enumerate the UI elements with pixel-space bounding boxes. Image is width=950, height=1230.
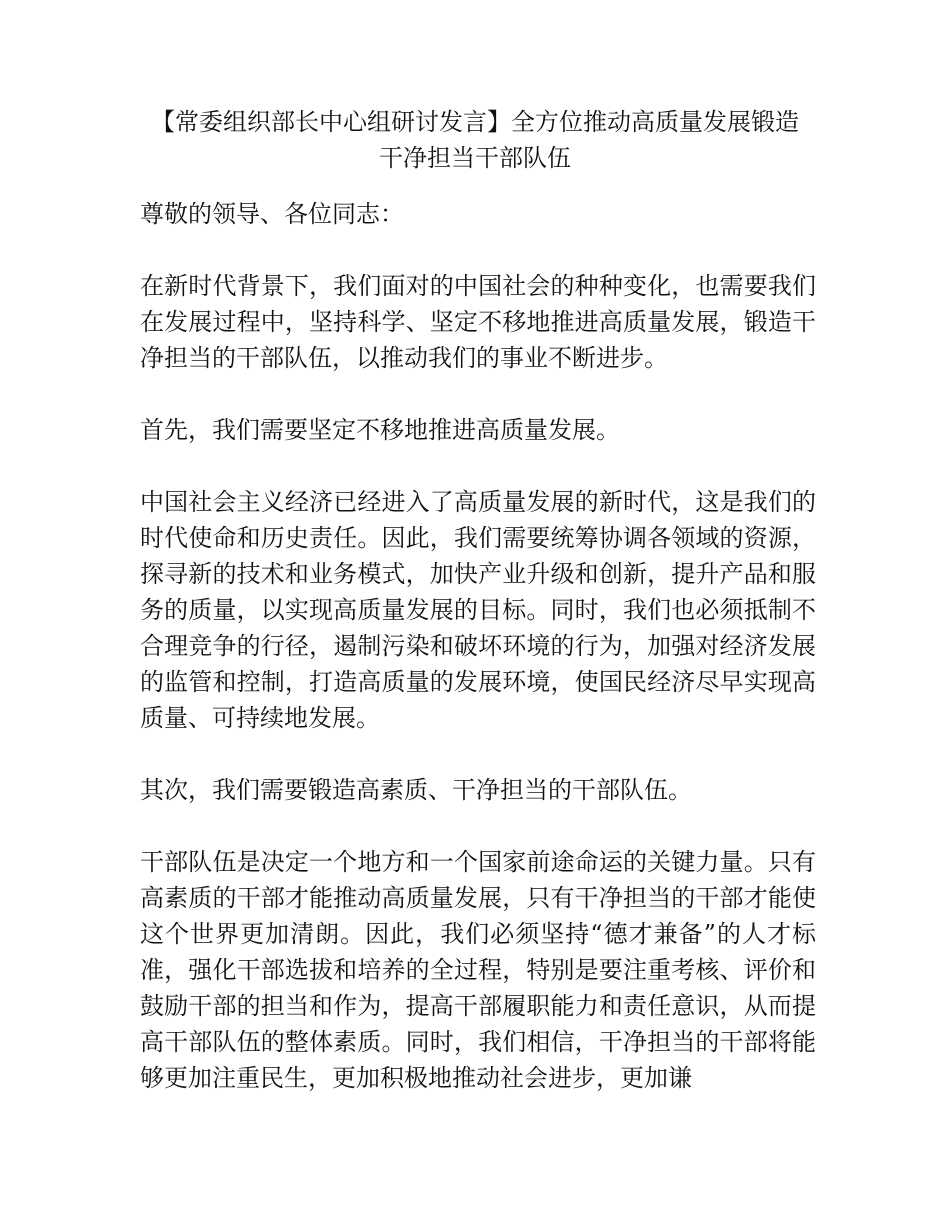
title-line-1: 【常委组织部长中心组研讨发言】全方位推动高质量发展锻造 <box>151 108 799 136</box>
first-point-paragraph: 中国社会主义经济已经进入了高质量发展的新时代，这是我们的时代使命和历史责任。因此，我们需要统筹协调各领域的资源，探寻新的技术和业务模式，加快产业升级和创新，提升产品和服务的质量，以实现高质量发展的目标。同时，我们也必须抵制不合理竞争的行径，遏制污染和破坏环境的行为，加强对经济发展的监管和控制，打造高质量的发展环境，使国民经济尽早实现高质量、可持续地发展。 <box>140 488 816 732</box>
document-title <box>120 104 830 176</box>
intro-paragraph: 在新时代背景下，我们面对的中国社会的种种变化，也需要我们在发展过程中，坚持科学、坚定不移地推进高质量发展，锻造干净担当的干部队伍，以推动我们的事业不断进步。 <box>140 272 816 372</box>
title-line-2: 干净担当干部队伍 <box>379 144 571 172</box>
second-point-paragraph: 干部队伍是决定一个地方和一个国家前途命运的关键力量。只有高素质的干部才能推动高质量发展，只有干净担当的干部才能使这个世界更加清朗。因此，我们必须坚持“德才兼备”的人才标准，强化干部选拔和培养的全过程，特别是要注重考核、评价和鼓励干部的担当和作为，提高干部履职能力和责任意识，从而提高干部队伍的整体素质。同时，我们相信，干净担当的干部将能够更加注重民生，更加积极地推动社会进步，更加谦 <box>140 848 816 1092</box>
first-point-heading: 首先，我们需要坚定不移地推进高质量发展。 <box>140 416 620 444</box>
salutation-paragraph: 尊敬的领导、各位同志： <box>140 200 404 228</box>
second-point-heading: 其次，我们需要锻造高素质、干净担当的干部队伍。 <box>140 776 692 804</box>
document-body <box>140 196 816 1132</box>
